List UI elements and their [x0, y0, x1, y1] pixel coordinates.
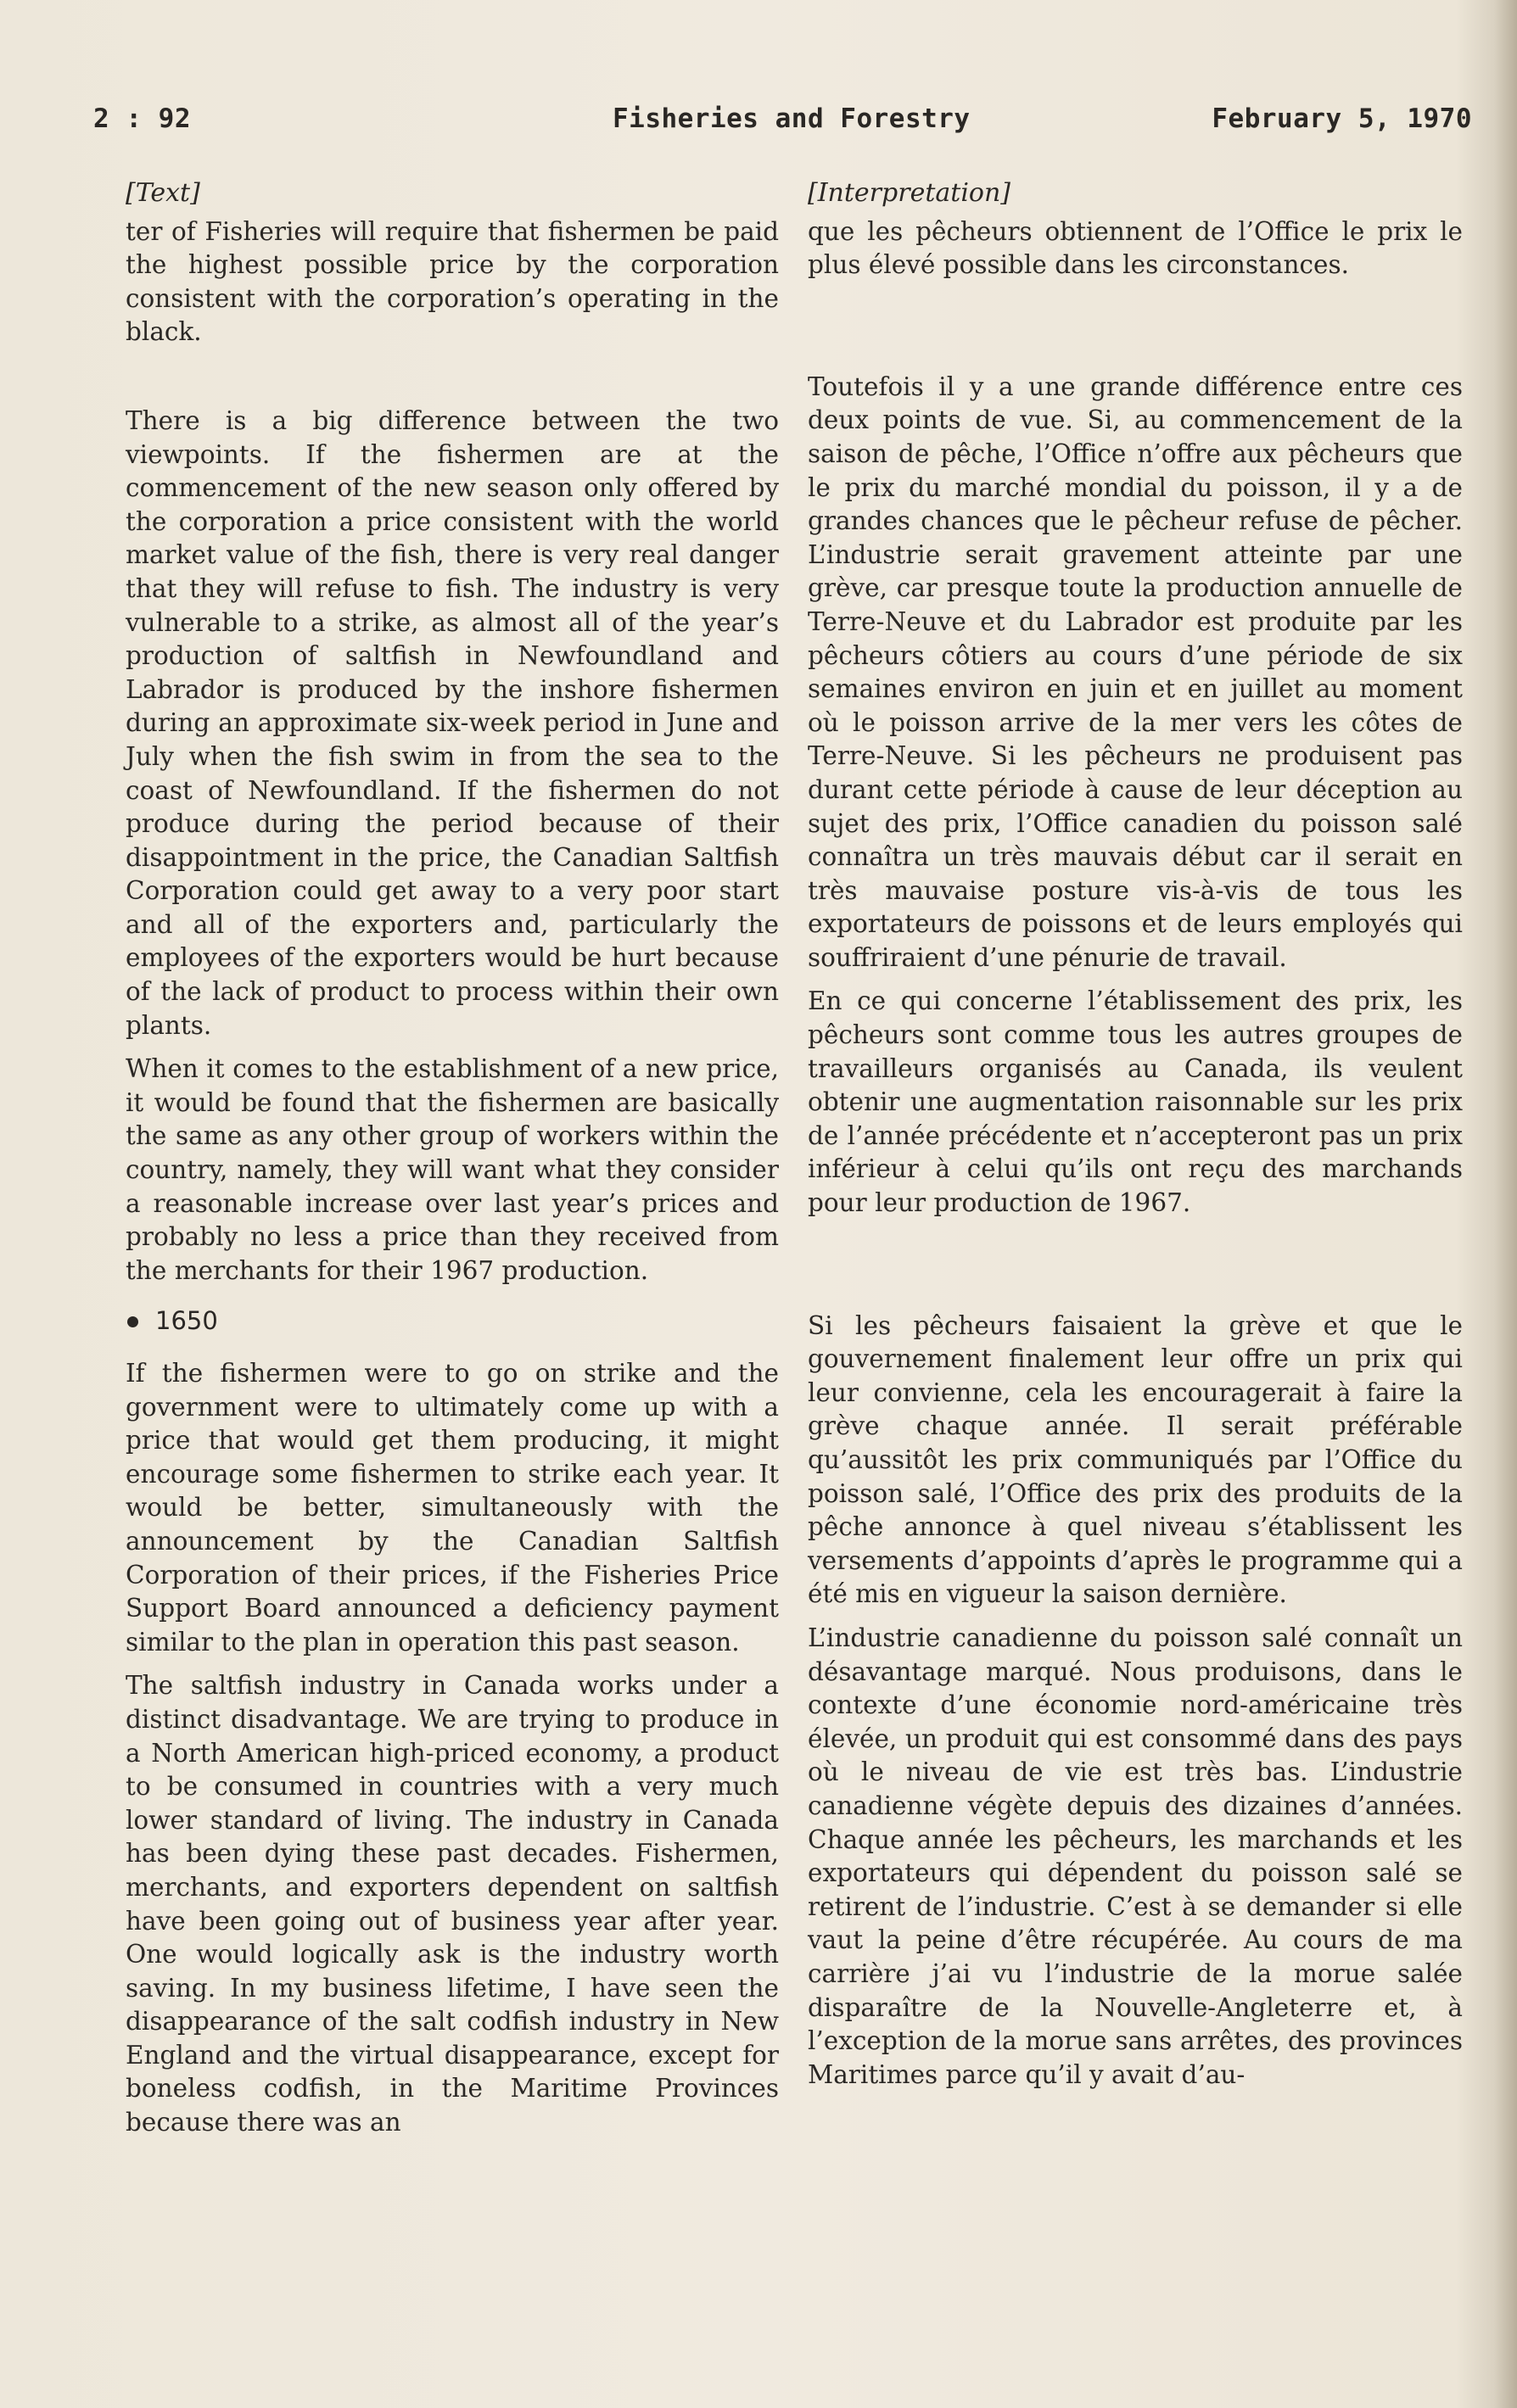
- text-paragraph: ter of Fisheries will require that fishermen be paid the highest possible price by the corporation consistent with the corporation’s operating in the black.: [126, 216, 779, 347]
- text-paragraph: If the fishermen were to go on strike and the government were to ultimately come up with a price that would get them producing, it might encourage some fishermen to strike each year. It would be better, simultaneously with the announcement by the Canadian Saltfish Corporation of their prices, if the Fisheries Price Support Board announced a deficiency payment similar to the plan in operation this past season.: [126, 1359, 779, 1657]
- interpretation-paragraph: L’industrie canadienne du poisson salé connaît un désavantage marqué. Nous produisons, dans le contexte d’une économie nord-américaine très élevée, un produit qui est consommé dans des pays où le niveau de vie est très bas. L’industrie canadienne végète depuis des dizaines d’années. Chaque année les pêcheurs, les marchands et les exportateurs qui dépendent du poisson salé se retirent de l’industrie. C’est à se demander si elle vaut la peine d’être récupérée. Au cours de ma carrière j’ai vu l’industrie de la morue salée disparaître de la Nouvelle-Angleterre et, à l’exception de la morue sans arrêtes, des provinces Maritimes parce qu’il y avait d’au-: [808, 1623, 1463, 2089]
- page-date: February 5, 1970: [1212, 103, 1472, 134]
- text-paragraph: When it comes to the establishment of a new price, it would be found that the fishermen are basically the same as any other group of workers within the country, namely, they will want what they consider a reasonable increase over last year’s prices and probably no less a price than they received from the merchants for their 1967 production.: [126, 1054, 779, 1285]
- interpretation-paragraph: Si les pêcheurs faisaient la grève et que le gouvernement finalement leur offre un prix qui leur convienne, cela les encouragerait à faire la grève chaque année. Il serait préférable qu’aussitôt les prix communiqués par l’Office du poisson salé, l’Office des prix des produits de la pêche annonce à quel niveau s’établissent les versements d’appoints d’après le programme qui a été mis en vigueur la saison dernière.: [808, 1310, 1463, 1609]
- text-label: [Text]: [126, 178, 200, 208]
- interpretation-label: [Interpretation]: [808, 178, 1011, 208]
- interpretation-paragraph: que les pêcheurs obtiennent de l’Office le prix le plus élevé possible dans les circonstances.: [808, 216, 1463, 280]
- time-marker: [126, 1305, 779, 1338]
- french-interpretation-column: [808, 176, 1463, 2092]
- time-marker-label: 1650: [155, 1306, 218, 1336]
- interpretation-paragraph: Toutefois il y a une grande différence entre ces deux points de vue. Si, au commencement de la saison de pêche, l’Office n’offre aux pêcheurs que le prix du marché mondial du poisson, il y a de grandes chances que le pêcheur refuse de pêcher. L’industrie serait gravement atteinte par une grève, car presque toute la production annuelle de Terre-Neuve et du Labrador est produite par les pêcheurs côtiers au cours d’une période de six semaines environ en juin et en juillet au moment où le poisson arrive de la mer vers les côtes de Terre-Neuve. Si les pêcheurs ne produisent pas durant cette période à cause de leur déception au sujet des prix, l’Office canadien du poisson salé connaîtra un très mauvais début car il serait en très mauvaise posture vis-à-vis de tous les exportateurs de poissons et de leurs employés qui souffriraient d’une pénurie de travail.: [808, 372, 1463, 972]
- page-header: [93, 103, 1472, 141]
- running-title: Fisheries and Forestry: [613, 103, 971, 134]
- bullet-icon: [127, 1316, 138, 1327]
- english-text-column: [126, 176, 779, 2140]
- text-paragraph: There is a big difference between the two viewpoints. If the fishermen are at the commencement of the new season only offered by the corporation a price consistent with the world market value of the fish, there is very real danger that they will refuse to fish. The industry is very vulnerable to a strike, as almost all of the year’s production of saltfish in Newfoundland and Labrador is produced by the inshore fishermen during an approximate six-week period in June and July when the fish swim in from the sea to the coast of Newfoundland. If the fishermen do not produce during the period because of their disappointment in the price, the Canadian Saltfish Corporation could get away to a very poor start and all of the exporters and, particularly the employees of the exporters would be hurt because of the lack of product to process within their own plants.: [126, 405, 779, 1040]
- interpretation-paragraph: En ce qui concerne l’établissement des prix, les pêcheurs sont comme tous les autres groupes de travailleurs organisés au Canada, ils veulent obtenir une augmentation raisonnable sur les prix de l’année précédente et n’accepteront pas un prix inférieur à celui qu’ils ont reçu des marchands pour leur production de 1967.: [808, 986, 1463, 1218]
- page-number: 2 : 92: [93, 103, 191, 134]
- text-paragraph: The saltfish industry in Canada works under a distinct disadvantage. We are trying to produce in a North American high-priced economy, a product to be consumed in countries with a very much lower standard of living. The industry in Canada has been dying these past decades. Fishermen, merchants, and exporters dependent on saltfish have been going out of business year after year. One would logically ask is the industry worth saving. In my business lifetime, I have seen the disappearance of the salt codfish industry in New England and the virtual disappearance, except for boneless codfish, in the Maritime Provinces because there was an: [126, 1671, 779, 2137]
